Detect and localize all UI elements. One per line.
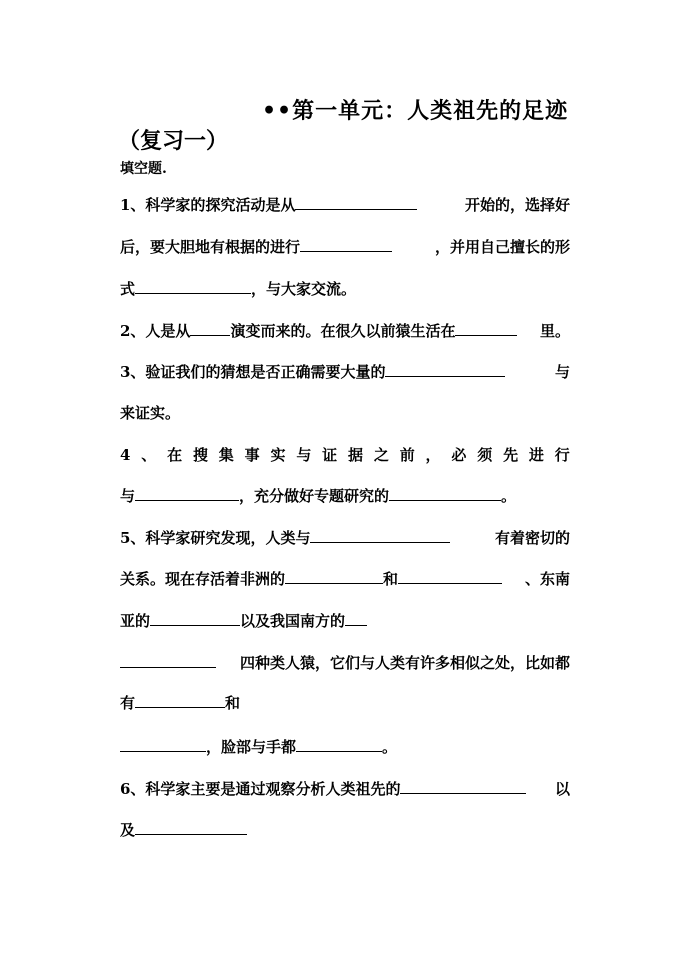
question-4-char: 证 bbox=[322, 446, 338, 464]
question-5-text: 、东南 bbox=[524, 570, 570, 588]
question-5-line-4 bbox=[120, 652, 570, 673]
question-4-line-1 bbox=[120, 444, 570, 465]
question-3-text: 来证实。 bbox=[120, 404, 181, 422]
page-title: ••第一单元：人类祖先的足迹 bbox=[262, 98, 569, 124]
question-4-char: ， bbox=[425, 446, 441, 464]
question-4-char: 先 bbox=[503, 446, 519, 464]
question-5-text: 和 bbox=[225, 694, 241, 712]
question-6-text: 及 bbox=[120, 821, 136, 839]
question-1-text: 式 bbox=[120, 280, 136, 298]
answer-blank[interactable] bbox=[285, 568, 383, 584]
question-4-char: 集 bbox=[218, 446, 234, 464]
question-3-line-2 bbox=[120, 402, 570, 423]
question-6-line-1 bbox=[120, 778, 570, 799]
question-6-line-2 bbox=[120, 819, 570, 840]
question-5-text: 以及我国南方的 bbox=[240, 612, 346, 630]
answer-blank[interactable] bbox=[400, 778, 526, 794]
question-5-text: 有着密切的 bbox=[494, 529, 570, 547]
section-heading: 填空题. bbox=[120, 161, 167, 177]
question-1-text: ，并用自己擅长的形 bbox=[434, 238, 570, 256]
question-2-text: 里。 bbox=[539, 322, 570, 340]
question-5-line-2 bbox=[120, 568, 570, 589]
question-3-text: 与 bbox=[554, 363, 570, 381]
question-4-char: 据 bbox=[348, 446, 364, 464]
question-5-text: 关系。现在存活着非洲的 bbox=[120, 570, 286, 588]
answer-blank[interactable] bbox=[120, 736, 206, 752]
answer-blank[interactable] bbox=[300, 236, 392, 252]
question-3-text: 3、验证我们的猜想是否正确需要大量的 bbox=[120, 363, 386, 381]
answer-blank[interactable] bbox=[150, 610, 240, 626]
question-2-text: 演变而来的。在很久以前猿生活在 bbox=[230, 322, 456, 340]
question-4-char: 实 bbox=[270, 446, 286, 464]
question-4-line-2 bbox=[120, 485, 570, 506]
question-1-text: ，与大家交流。 bbox=[251, 280, 357, 298]
question-4-text: 与 bbox=[120, 487, 136, 505]
question-5-line-5 bbox=[120, 692, 570, 713]
question-4-char: 必 bbox=[451, 446, 467, 464]
question-5-text: ，脸部与手都 bbox=[206, 738, 297, 756]
answer-blank[interactable] bbox=[120, 652, 216, 668]
question-1-line-2 bbox=[120, 236, 570, 257]
question-5-text: 和 bbox=[383, 570, 399, 588]
question-4-char: 进 bbox=[528, 446, 544, 464]
question-5-line-6 bbox=[120, 736, 570, 757]
question-5-text: 有 bbox=[120, 694, 136, 712]
question-4-char: 在 bbox=[167, 446, 183, 464]
question-5-line-3 bbox=[120, 610, 570, 631]
answer-blank[interactable] bbox=[345, 610, 367, 626]
answer-blank[interactable] bbox=[385, 361, 505, 377]
answer-blank[interactable] bbox=[455, 320, 517, 336]
question-4-text: ，充分做好专题研究的 bbox=[239, 487, 390, 505]
question-6-text: 以 bbox=[554, 780, 570, 798]
answer-blank[interactable] bbox=[295, 194, 417, 210]
question-5-text: 5、科学家研究发现，人类与 bbox=[120, 529, 311, 547]
question-6-text: 6、科学家主要是通过观察分析人类祖先的 bbox=[120, 780, 401, 798]
answer-blank[interactable] bbox=[190, 320, 230, 336]
question-4-char: 之 bbox=[373, 446, 389, 464]
answer-blank[interactable] bbox=[398, 568, 502, 584]
question-5-text: 亚的 bbox=[120, 612, 151, 630]
question-1-line-3 bbox=[120, 278, 570, 299]
question-5-text: 四种类人猿，它们与人类有许多相似之处，比如都 bbox=[239, 654, 570, 672]
answer-blank[interactable] bbox=[389, 485, 501, 501]
question-4-char: 前 bbox=[399, 446, 415, 464]
question-4-char: 行 bbox=[554, 446, 570, 464]
question-4-char: 搜 bbox=[192, 446, 208, 464]
question-5-text: 。 bbox=[382, 738, 398, 756]
question-2-line-1 bbox=[120, 320, 570, 341]
question-1-text: 1、科学家的探究活动是从 bbox=[120, 196, 296, 214]
question-4-char: 、 bbox=[141, 446, 157, 464]
answer-blank[interactable] bbox=[135, 692, 225, 708]
question-4-char: 与 bbox=[296, 446, 312, 464]
question-4-char: 须 bbox=[477, 446, 493, 464]
question-4-char: 事 bbox=[244, 446, 260, 464]
answer-blank[interactable] bbox=[135, 819, 247, 835]
question-1-text: 开始的，选择好 bbox=[464, 196, 570, 214]
question-4-char: 4 bbox=[120, 446, 131, 464]
answer-blank[interactable] bbox=[135, 278, 251, 294]
question-1-line-1 bbox=[120, 194, 570, 215]
question-5-line-1 bbox=[120, 527, 570, 548]
answer-blank[interactable] bbox=[296, 736, 382, 752]
answer-blank[interactable] bbox=[310, 527, 450, 543]
page-title-subtitle: （复习一） bbox=[118, 128, 229, 154]
question-1-text: 后，要大胆地有根据的进行 bbox=[120, 238, 301, 256]
question-4-text: 。 bbox=[501, 487, 517, 505]
question-2-text: 2、人是从 bbox=[120, 322, 191, 340]
question-3-line-1 bbox=[120, 361, 570, 382]
answer-blank[interactable] bbox=[135, 485, 239, 501]
